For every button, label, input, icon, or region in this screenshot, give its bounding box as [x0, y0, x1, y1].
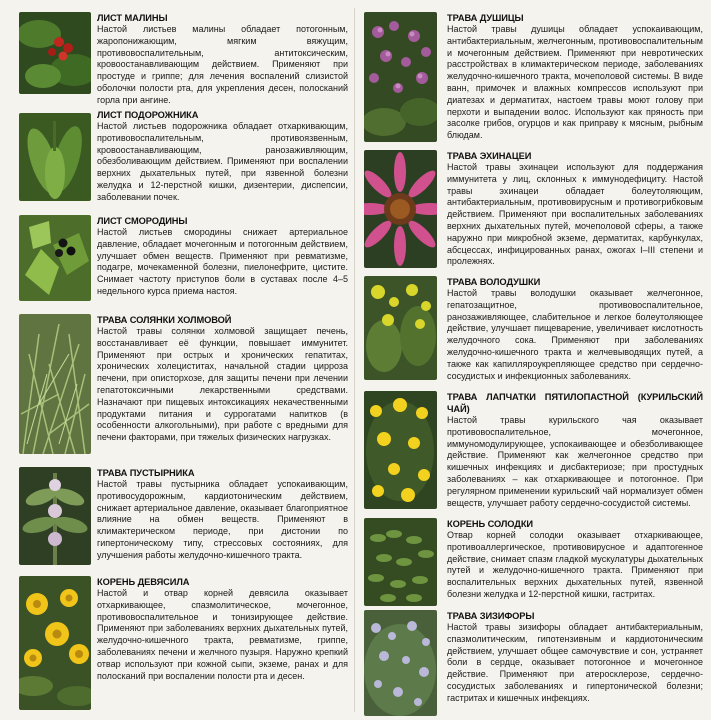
- currant-leaves-photo: [19, 215, 91, 301]
- herb-entry-currant-leaf: [0, 215, 352, 311]
- herb-description: Настой травы пустырника обладает успокаивающим, противосудорожным, кардиотоническим действием, снижает артериальное давление, оказывает благоприятное влияние на обмен веществ. Применяют в климактерическом периоде, при дистонии по гипертоническому типу, стрессовых состояниях, для улучшения работы желудочно-кишечного тракта.: [97, 479, 348, 560]
- herb-title: ЛИСТ СМОРОДИНЫ: [97, 216, 188, 226]
- herb-entry-text: [97, 12, 348, 107]
- herb-title: ТРАВА СОЛЯНКИ ХОЛМОВОЙ: [97, 315, 232, 325]
- raspberry-leaves-photo: [19, 12, 91, 94]
- herb-entry-text: [97, 314, 348, 444]
- cinquefoil-flowers-photo: [364, 391, 437, 509]
- herb-entry-echinacea: [358, 150, 711, 274]
- herb-entry-text: [447, 276, 703, 382]
- herb-description: Настой травы зизифоры обладает антибактериальным, спазмолитическим, гипотензивным и кардиотоническим действием, улучшает общее самочувствие и сон, устраняет боли в сердце, оказывает потогонное и мочегонное действие. Применяют при атеросклерозе, сердечно-сосудистых заболеваниях и гипертонической болезни; гастритах и кишечных инфекциях.: [447, 622, 703, 703]
- herb-entry-ziziphora: [358, 610, 711, 718]
- herb-description: Настой листьев смородины снижает артериальное давление, обладает мочегонным и потогонным действием, улучшает обмен веществ. Применяют при ревматизме, подагре, мочекаменной болезни, пиелонефрите, цистите. Снимает частоту приступов боли в суставах после 4–5 недельного курса приема настоя.: [97, 227, 348, 296]
- echinacea-flower-photo: [364, 150, 437, 268]
- herb-entry-bupleurum: [358, 276, 711, 388]
- herb-entry-text: [97, 576, 348, 682]
- herb-description: Настой и отвар корней девясила оказывает отхаркивающее, спазмолитическое, мочегонное, противовоспалительное и тонизирующее действие. Применяют при заболеваниях верхних дыхательных путей, желудочно-кишечного тракта, ревматизме, гриппе, заболеваниях печени и желчного пузыря. Наружно крепкий отвар используют при кожной сыпи, экземе, ранах и для полосканий при воспалении полости рта и десен.: [97, 588, 348, 681]
- herb-entry-oregano: [358, 12, 711, 150]
- herb-entry-text: [447, 391, 703, 509]
- herb-title: ТРАВА ЗИЗИФОРЫ: [447, 611, 535, 621]
- elecampane-flowers-photo: [19, 576, 91, 710]
- herb-entry-raspberry-leaf: [0, 12, 352, 108]
- herb-entry-licorice-root: [358, 518, 711, 610]
- herb-title: ТРАВА ЭХИНАЦЕИ: [447, 151, 532, 161]
- herb-description: Настой травы курильского чая оказывает противовоспалительное, мочегонное, иммуномодулирующее, успокаивающее и обезболивающее действие. Применяют как желчегонное средство при кишечных инфекциях и дисбактериозе; при простудных заболеваниях – как отхаркивающее и потогонное. При регулярном применении курильский чай нормализует обмен веществ, улучшает работу сердечно-сосудистой системы.: [447, 415, 703, 508]
- herb-title: ТРАВА ЛАПЧАТКИ ПЯТИЛОПАСТНОЙ (КУРИЛЬСКИЙ ЧАЙ): [447, 392, 703, 414]
- bupleurum-herb-photo: [364, 276, 437, 380]
- herb-entry-text: [447, 518, 703, 601]
- herb-title: ТРАВА ВОЛОДУШКИ: [447, 277, 541, 287]
- saltwort-herb-photo: [19, 314, 91, 454]
- herb-entry-elecampane-root: [0, 576, 352, 716]
- herb-title: ЛИСТ ПОДОРОЖНИКА: [97, 110, 199, 120]
- herb-title: КОРЕНЬ СОЛОДКИ: [447, 519, 533, 529]
- herb-title: ЛИСТ МАЛИНЫ: [97, 13, 168, 23]
- herb-entry-text: [447, 12, 703, 142]
- oregano-herb-photo: [364, 12, 437, 142]
- herb-entry-motherwort: [0, 467, 352, 571]
- herb-description: Настой листьев малины обладает потогонным, жаропонижающим, мягким вяжущим, противовоспалительным, антитоксическим, кровоостанавливающим действием. Применяют при простуде и гриппе; для лечения воспалений слизистой оболочки полости рта, для укрепления десен, полосканий горла при ангине.: [97, 24, 348, 105]
- herb-description: Настой травы володушки оказывает желчегонное, гепатозащитное, противовоспалительное, ранозаживляющее, слабительное и легкое болеутоляющее действие, улучшает пищеварение, увеличивает кислотность желудочного сока. Применяют при заболеваниях желудочно-кишечного тракта и желчевыводящих путей, а также как капилляроукрепляющее средство при сердечно-сосудистых и инфекционных заболеваниях.: [447, 288, 703, 381]
- column-divider: [354, 8, 355, 712]
- herb-description: Настой травы солянки холмовой защищает печень, восстанавливает её функции, повышает иммунитет. Применяют при острых и хронических гепатитах, хронических холециститах, начальной стадии цирроза печени, при описторхозе, для защиты печени при лечении гепатотоксичными лекарственными средствами. Назначают при пищевых интоксикациях некачественными продуктами питания и суррогатами напитков (в особенности алкогольными), при работе с вредными для печени факторами, при тяжелых физических нагрузках.: [97, 326, 348, 443]
- herb-title: ТРАВА ПУСТЫРНИКА: [97, 468, 195, 478]
- herb-description: Настой травы эхинацеи используют для поддержания иммунитета у лиц, склонных к иммунодефициту. Настой травы эхинацеи обладает болеутоляющим, антибактериальным, противовирусным и противогрибковым действием. Применяют при воспалительных заболеваниях верхних дыхательных путей, мочеполовой сферы, а также наружно при микробной экземе, дерматитах, карбункулах, абсцессах, инфицированных ранах, ожогах I–III степени и пролежнях.: [447, 162, 703, 267]
- herb-entry-text: [447, 150, 703, 268]
- herb-entry-cinquefoil: [358, 391, 711, 517]
- herb-entry-text: [97, 215, 348, 298]
- herb-entry-saltwort: [0, 314, 352, 466]
- licorice-plant-photo: [364, 518, 437, 606]
- ziziphora-flowers-photo: [364, 610, 437, 716]
- herb-entry-plantain-leaf: [0, 109, 352, 212]
- herb-entry-text: [97, 467, 348, 562]
- herb-title: ТРАВА ДУШИЦЫ: [447, 13, 524, 23]
- plantain-leaves-photo: [19, 113, 91, 201]
- herb-entry-text: [447, 610, 703, 705]
- herb-description: Настой травы душицы обладает успокаивающим, антибактериальным, желчегонным, противовоспалительным и мочегонным действием. Применяют при невротических расстройствах в климактерическом периоде, заболеваниях желудочно-кишечного тракта, мочеполовой системы. В виде ванн, примочек и влажных компрессов используют при диатезах и дерматитах, настоем травы моют голову при перхоти и выпадении волос. Используют как пряность при засолке грибов, огурцов и как приправу к мясным, рыбным блюдам.: [447, 24, 703, 141]
- herb-description: Отвар корней солодки оказывает отхаркивающее, противоаллергическое, противовирусное и адаптогенное действие, снимает спазм гладкой мускулатуры дыхательных путей и желудочно-кишечного тракта. Применяют при воспалительных верхних дыхательных путей, язвенной болезни желудка и 12-перстной кишки, гастритах.: [447, 530, 703, 599]
- motherwort-herb-photo: [19, 467, 91, 565]
- herb-title: КОРЕНЬ ДЕВЯСИЛА: [97, 577, 190, 587]
- herb-description: Настой листьев подорожника обладает отхаркивающим, противовоспалительным, противоязвенным, кровоостанавливающим, ранозаживляющим, обезболивающим действием. Применяют при воспалении верхних дыхательных путей, при язвенной болезни желудка и 12-перстной кишки, дизентерии, диспепсии, заболевании почек.: [97, 121, 348, 202]
- herb-entry-text: [97, 109, 348, 204]
